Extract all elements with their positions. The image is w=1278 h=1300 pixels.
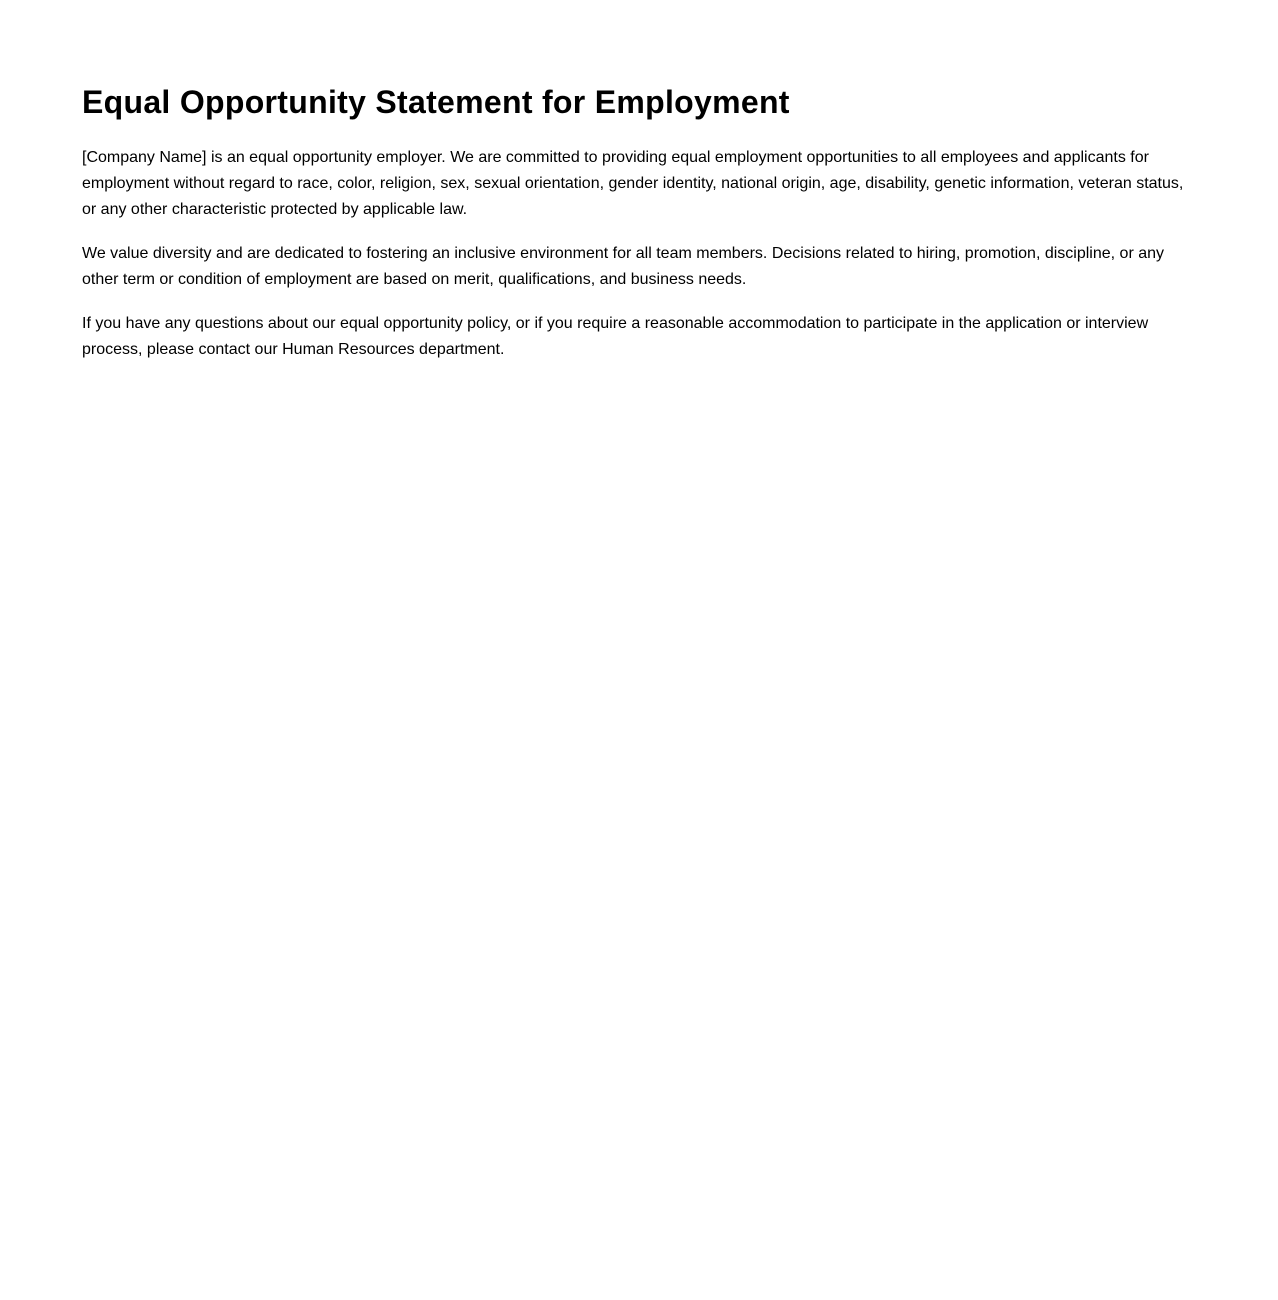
page-title: Equal Opportunity Statement for Employment — [82, 84, 790, 120]
paragraph-diversity: We value diversity and are dedicated to fostering an inclusive environment for all team members. Decisions related to hiring, promotion, discipline, or any other term or condition of employment are based on merit, qualifications, and business needs. — [82, 245, 1165, 288]
paragraph-eeo-statement: [Company Name] is an equal opportunity employer. We are committed to providing equal employment opportunities to all employees and applicants for employment without regard to race, color, religion, sex, sexual orientation, gender identity, national origin, age, disability, genetic information, veteran status, or any other characteristic protected by applicable law. — [82, 149, 1184, 218]
document-body — [82, 80, 1194, 381]
paragraph-contact: If you have any questions about our equal opportunity policy, or if you require a reasonable accommodation to participate in the application or interview process, please contact our Human Resources department. — [82, 315, 1149, 358]
